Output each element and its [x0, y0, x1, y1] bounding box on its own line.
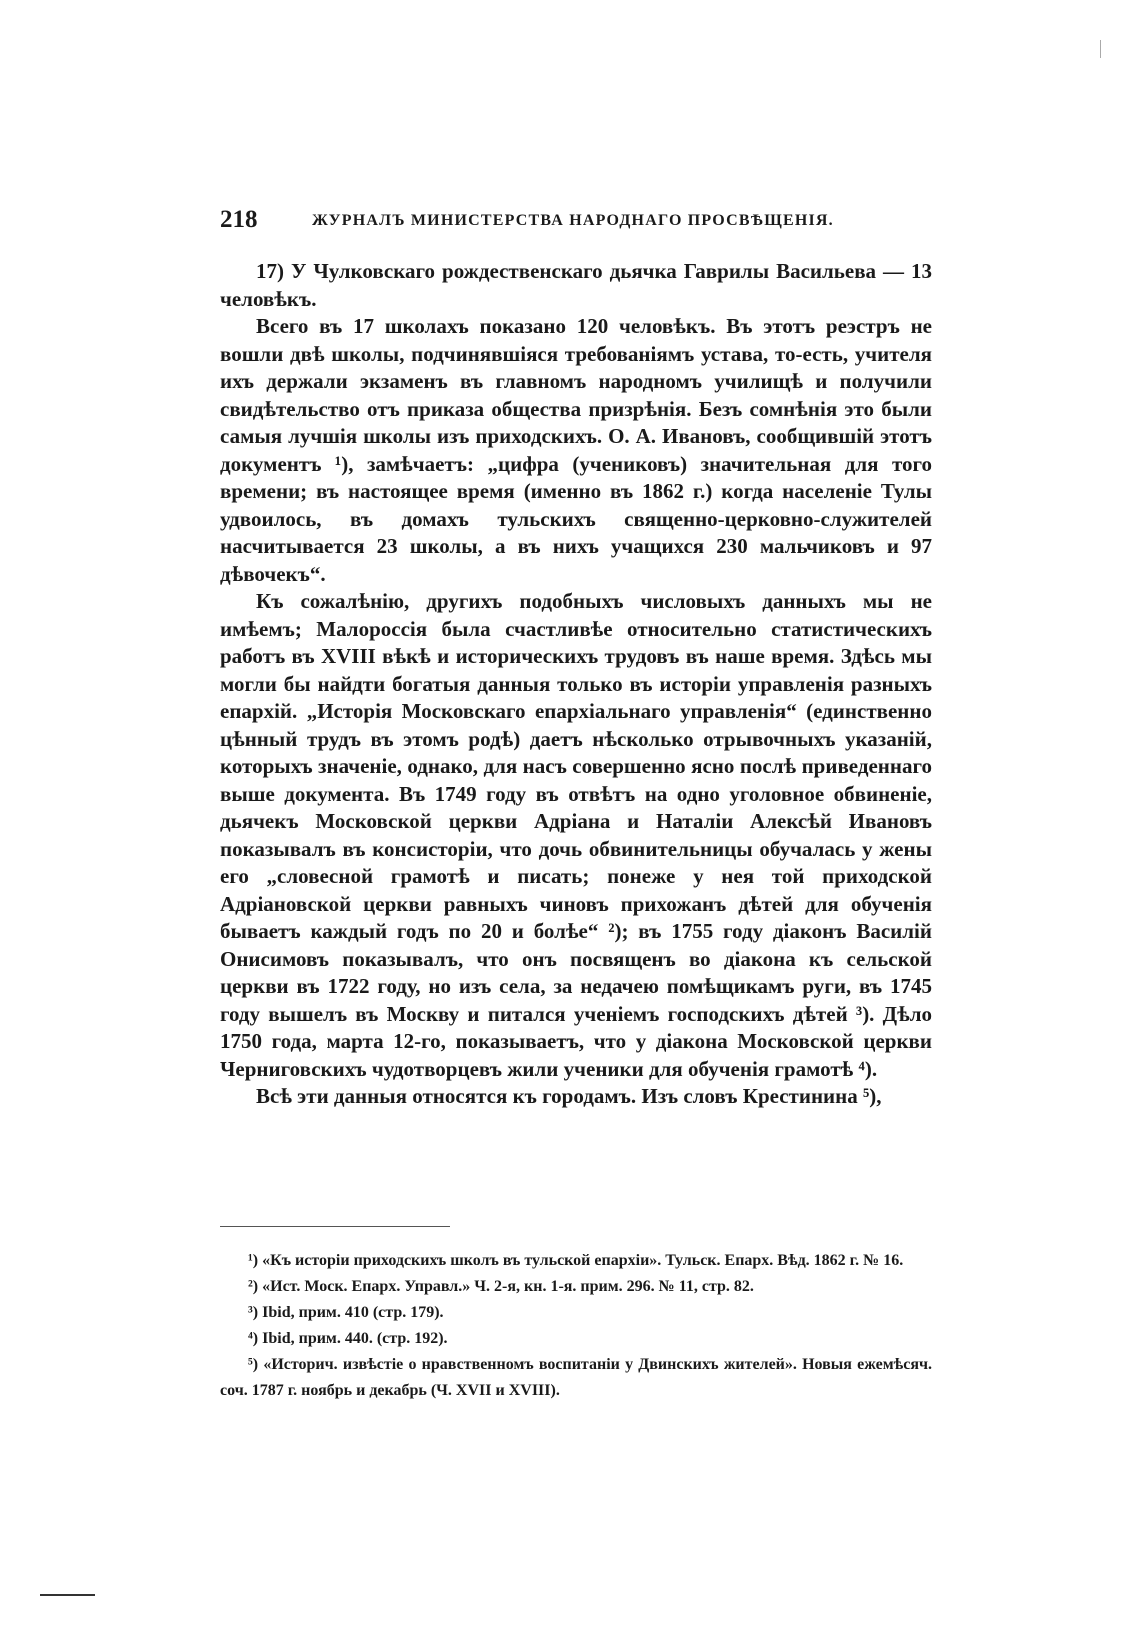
margin-rule [40, 1594, 95, 1596]
footnote: ³) Ibid, прим. 410 (стр. 179). [248, 1304, 444, 1321]
footnote-separator [220, 1226, 450, 1227]
page-number: 218 [220, 206, 258, 233]
footnote: ⁴) Ibid, прим. 440. (стр. 192). [248, 1330, 448, 1347]
paragraph: 17) У Чулковскаго рождественскаго дьячка Гаврилы Васильева — 13 человѣкъ. [220, 259, 932, 311]
footnote: ¹) «Къ исторіи приходскихъ школъ въ тульской епархіи». Тульск. Епарх. Вѣд. 1862 г. № 16. [248, 1252, 904, 1269]
paragraph: Всего въ 17 школахъ показано 120 человѣкъ. Въ этотъ реэстръ не вошли двѣ школы, подчинявшіяся требованіямъ устава, то-есть, учителя ихъ держали экзаменъ въ главномъ народномъ училищѣ и получили свидѣтельство отъ приказа общества призрѣнія. Безъ сомнѣнія это были самыя лучшія школы изъ приходскихъ. О. А. Ивановъ, сообщившій этотъ документъ ¹), замѣчаетъ: „цифра (учениковъ) значительная для того времени; въ настоящее время (именно въ 1862 г.) когда населеніе Тулы удвоилось, въ домахъ тульскихъ священно-церковно-служителей насчитывается 23 школы, а въ нихъ учащихся 230 мальчиковъ и 97 дѣвочекъ“. [220, 314, 932, 586]
running-title: ЖУРНАЛЪ МИНИСТЕРСТВА НАРОДНАГО ПРОСВѢЩЕНІЯ. [312, 212, 834, 229]
footnote: ²) «Ист. Моск. Епарх. Управл.» Ч. 2-я, кн. 1-я. прим. 296. № 11, стр. 82. [248, 1278, 754, 1295]
page-header [220, 206, 920, 240]
scan-edge-mark [1100, 40, 1101, 58]
footnote: ⁵) «Историч. извѣстіе о нравственномъ воспитаніи у Двинскихъ жителей». Новыя ежемѣсяч. соч. 1787 г. ноябрь и декабрь (Ч. XVII и XVIII). [220, 1356, 932, 1399]
paragraph: Всѣ эти данныя относятся къ городамъ. Изъ словъ Крестинина ⁵), [256, 1084, 882, 1108]
footnotes [220, 1248, 932, 1404]
paragraph: Къ сожалѣнію, другихъ подобныхъ числовыхъ данныхъ мы не имѣемъ; Малороссія была счастливѣе относительно статистическихъ работъ въ XVIII вѣкѣ и историческихъ трудовъ въ наше время. Здѣсь мы могли бы найдти богатыя данныя только въ исторіи управленія разныхъ епархій. „Исторія Московскаго епархіальнаго управленія“ (единственно цѣнный трудъ въ этомъ родѣ) даетъ нѣсколько отрывочныхъ указаній, которыхъ значеніе, однако, для насъ совершенно ясно послѣ приведеннаго выше документа. Въ 1749 году въ отвѣтъ на одно уголовное обвиненіе, дьячекъ Московской церкви Адріана и Наталіи Алексѣй Ивановъ показывалъ въ консисторіи, что дочь обвинительницы обучалась у жены его „словесной грамотѣ и писать; понеже у нея той приходской Адріановской церкви равныхъ чиновъ прихожанъ дѣтей для обученія бываетъ каждый годъ по 20 и болѣе“ ²); въ 1755 году діаконъ Василій Онисимовъ показывалъ, что онъ посвященъ во діакона къ сельской церкви въ 1722 году, но изъ села, за недачею помѣщикамъ руги, въ 1745 году вышелъ въ Москву и питался ученіемъ господскихъ дѣтей ³). Дѣло 1750 года, марта 12-го, показываетъ, что у діакона Московской церкви Черниговскихъ чудотворцевъ жили ученики для обученія грамотѣ ⁴). [220, 589, 932, 1081]
main-text [220, 258, 932, 1111]
